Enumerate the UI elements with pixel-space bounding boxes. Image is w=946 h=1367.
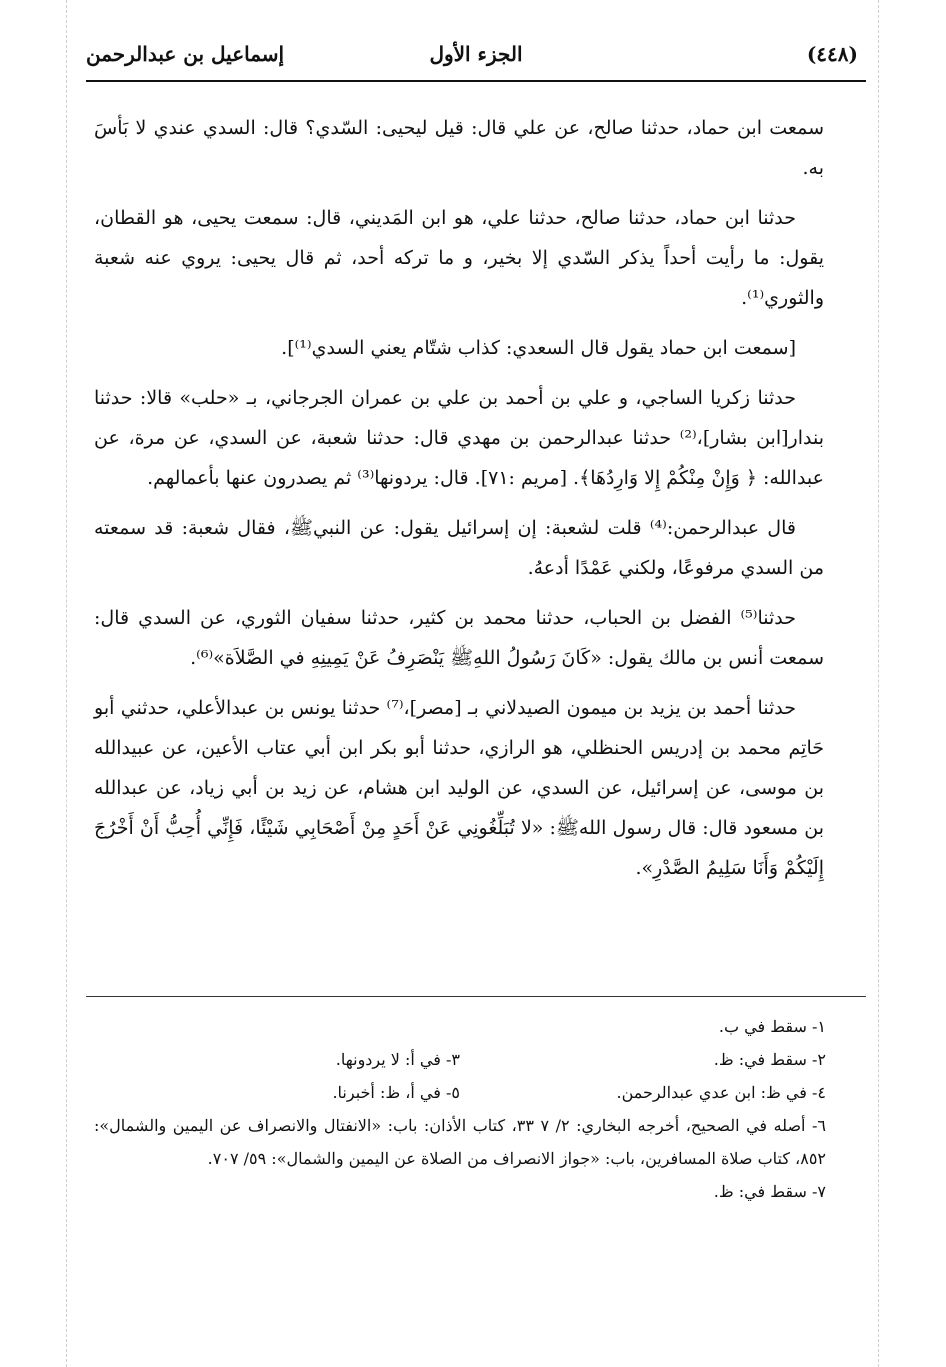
footnotes: [94, 1010, 826, 1208]
footnote: ٦- أصله في الصحيح، أخرجه البخاري: ٢/ ٧ ٣٣، كتاب الأذان: باب: «الانفتال والانصراف عن اليمين والشمال»: ٨٥٢، كتاب صلاة المسافرين، باب: «جواز الانصراف من الصلاة عن اليمين والشمال»: ٥٩/ ٧٠٧.: [94, 1116, 826, 1168]
paragraph: حدثنا زكريا الساجي، و علي بن أحمد بن علي بن عمران الجرجاني، بـ «حلب» قالا: حدثنا بندار[ابن بشار]،⁽²⁾ حدثنا عبدالرحمن بن مهدي قال: حدثنا شعبة، عن السدي، عن مرة، عن عبدالله: ﴿ وَإِنْ مِنْكُمْ إِلا وَارِدُهَا﴾. [مريم :٧١]. قال: يردونها⁽³⁾ ثم يصدرون عنها بأعمالهم.: [94, 387, 824, 489]
margin-guide-right: [878, 0, 879, 1367]
part-title: الجزء الأول: [429, 42, 523, 66]
footnote: ٤- في ظ: ابن عدي عبدالرحمن.: [616, 1083, 826, 1102]
paragraph: قال عبدالرحمن:⁽⁴⁾ قلت لشعبة: إن إسرائيل يقول: عن النبيﷺ، فقال شعبة: قد سمعته من السدي مرفوعًا، ولكني عَمْدًا أدعهُ.: [94, 517, 824, 579]
paragraph: حدثنا⁽⁵⁾ الفضل بن الحباب، حدثنا محمد بن كثير، حدثنا سفيان الثوري، عن السدي قال: سمعت أنس بن مالك يقول: «كَانَ رَسُولُ اللهِﷺ يَنْصَرِفُ عَنْ يَمِينِهِ في الصَّلاَة»⁽⁶⁾.: [94, 607, 824, 669]
paragraph: [سمعت ابن حماد يقول قال السعدي: كذاب شتّام يعني السدي⁽¹⁾].: [281, 337, 796, 359]
paragraph: سمعت ابن حماد، حدثنا صالح، عن علي قال: قيل ليحيى: السّدي؟ قال: السدي عندي لا بَأسَ به.: [94, 117, 825, 179]
footnote: ٥- في أ، ظ: أخبرنا.: [332, 1083, 460, 1102]
footnote: ٢- سقط في: ظ.: [713, 1050, 826, 1069]
page-number: (٤٤٨): [806, 42, 858, 66]
running-header: [86, 38, 866, 74]
entry-name: إسماعيل بن عبدالرحمن: [86, 42, 285, 66]
paragraph: حدثنا ابن حماد، حدثنا صالح، حدثنا علي، هو ابن المَديني، قال: سمعت يحيى، هو القطان، يقول: ما رأيت أحداً يذكر السّدي إلا بخير، و ما تركه أحد، ثم قال يحيى: يروي عنه شعبة والثوري⁽¹⁾.: [94, 207, 824, 309]
main-text: [94, 108, 824, 898]
footnote-divider: [86, 996, 866, 997]
margin-guide-left: [66, 0, 67, 1367]
paragraph: حدثنا أحمد بن يزيد بن ميمون الصيدلاني بـ [مصر]،⁽⁷⁾ حدثنا يونس بن عبدالأعلي، حدثني أبو حَاتِم محمد بن إدريس الحنظلي، هو الرازي، حدثنا أبو بكر ابن أبي عتاب الأعين، عن عبيدالله بن موسى، عن إسرائيل، عن السدي، عن الوليد ابن هشام، عن زيد بن أبي زياد، عن عبدالله بن مسعود قال: قال رسول اللهﷺ: «لا تُبَلِّغُونِي عَنْ أَحَدٍ مِنْ أَصْحَابِي شَيْئًا، فَإِنِّي أُحِبُّ أَنْ أَخْرُجَ إِلَيْكُمْ وَأَنَا سَلِيمُ الصَّدْرِ».: [94, 697, 824, 879]
header-divider: [86, 80, 866, 82]
footnote: ٣- في أ: لا يردونها.: [335, 1050, 460, 1069]
footnote: ١- سقط في ب.: [718, 1017, 826, 1036]
footnote: ٧- سقط في: ظ.: [713, 1182, 826, 1201]
